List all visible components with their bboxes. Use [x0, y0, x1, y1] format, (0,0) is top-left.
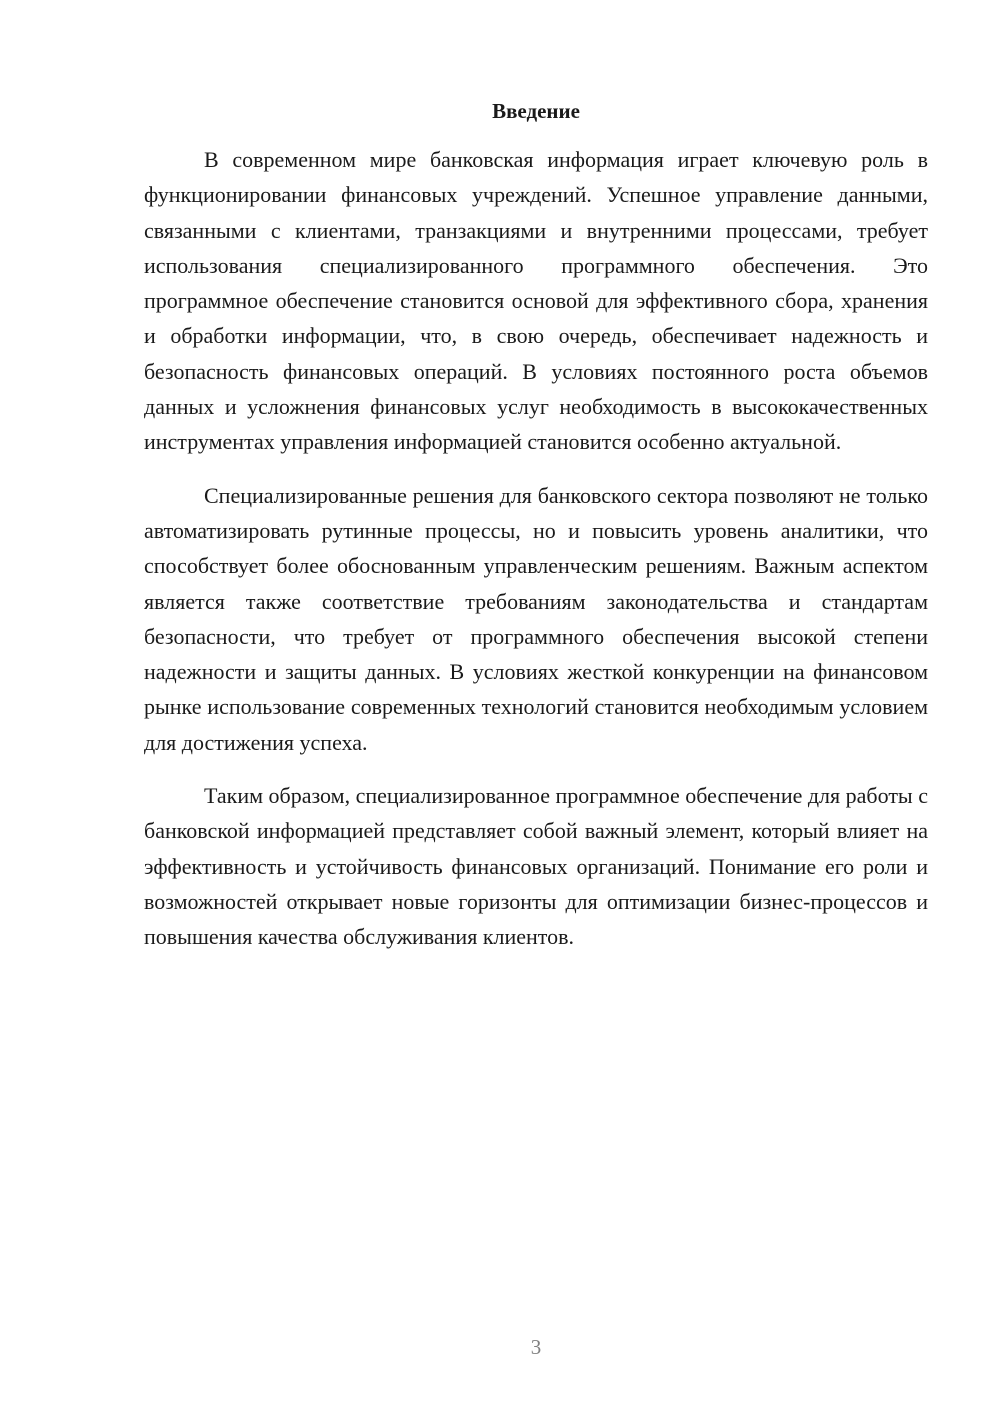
page-number: 3 — [530, 1335, 542, 1359]
paragraph-1: В современном мире банковская информация играет ключевую роль в функционировании финансовых учреждений. Успешное управление данными, связанными с клиентами, транзакциями и внутренними процессами, требует использования специализированного программного обеспечения. Это программное обеспечение становится основой для эффективного сбора, хранения и обработки информации, что, в свою очередь, обеспечивает надежность и безопасность финансовых операций. В условиях постоянного роста объемов данных и усложнения финансовых услуг необходимость в высококачественных инструментах управления информацией становится особенно актуальной. — [144, 147, 928, 455]
page-title: Введение — [492, 99, 580, 123]
paragraph-2: Специализированные решения для банковского сектора позволяют не только автоматизировать рутинные процессы, но и повысить уровень аналитики, что способствует более обоснованным управленческим решениям. Важным аспектом является также соответствие требованиям законодательства и стандартам безопасности, что требует от программного обеспечения высокой степени надежности и защиты данных. В условиях жесткой конкуренции на финансовом рынке использование современных технологий становится необходимым условием для достижения успеха. — [144, 482, 928, 755]
document-body — [144, 142, 928, 955]
paragraph-3: Таким образом, специализированное программное обеспечение для работы с банковской информацией представляет собой важный элемент, который влияет на эффективность и устойчивость финансовых организаций. Понимание его роли и возможностей открывает новые горизонты для оптимизации бизнес-процессов и повышения качества обслуживания клиентов. — [144, 783, 928, 950]
